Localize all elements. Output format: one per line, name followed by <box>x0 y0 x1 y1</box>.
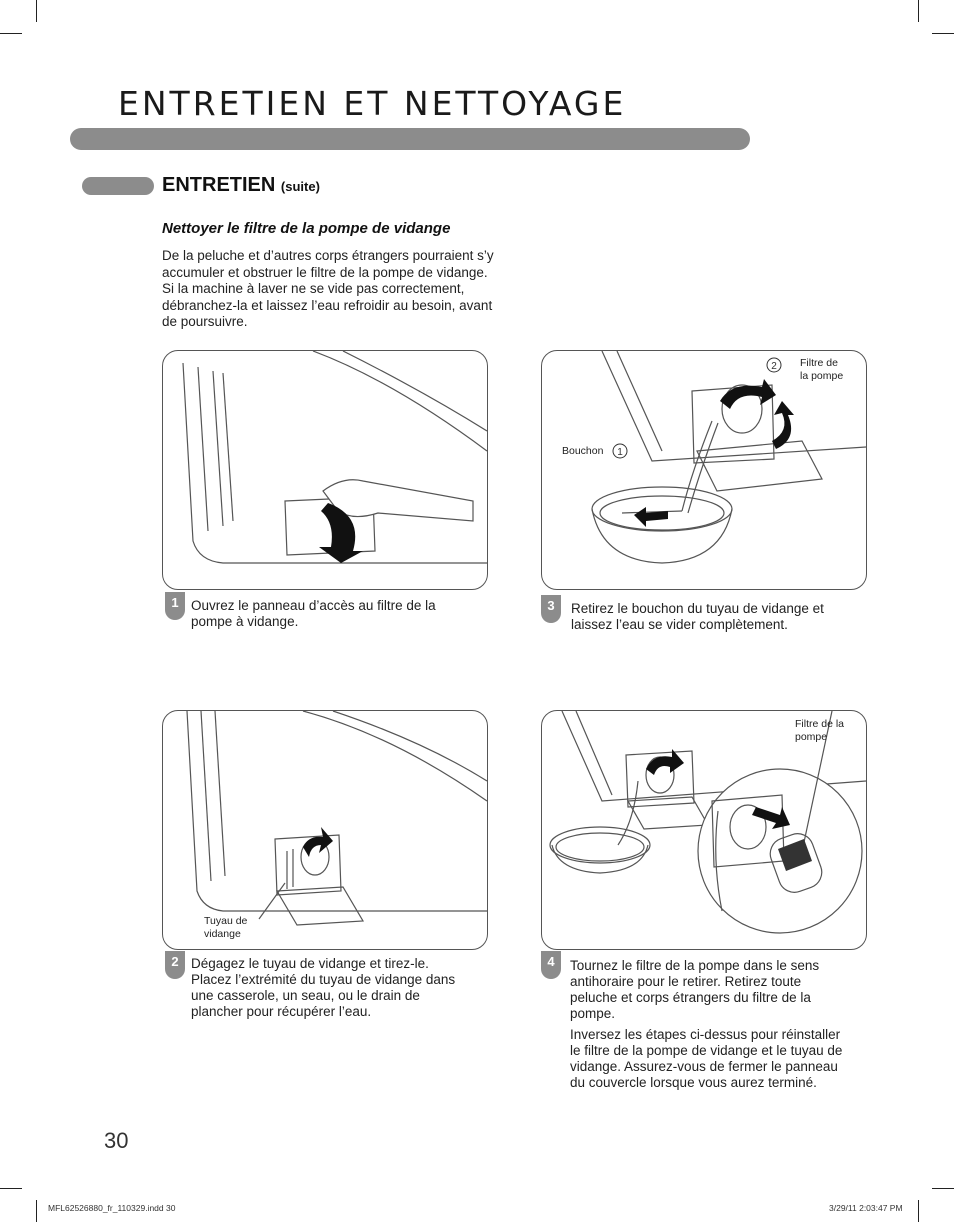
section-heading-main: ENTRETIEN <box>162 174 276 196</box>
crop-mark <box>918 0 919 22</box>
plug-marker: 1 <box>617 447 623 458</box>
step-3-text: Retirez le bouchon du tuyau de vidange et laissez l’eau se vider complètement. <box>571 601 824 632</box>
section-pill <box>82 177 154 195</box>
callout-drain-hose: Tuyau de vidange <box>204 915 248 940</box>
crop-mark <box>932 33 954 34</box>
subheading: Nettoyer le filtre de la pompe de vidange <box>162 220 451 237</box>
intro-paragraph: De la peluche et d’autres corps étrangers pourraient s’y accumuler et obstruer le filtre de la pompe de vidange. Si la machine à laver ne se vide pas correctement, débranchez-la et laissez l’eau refroidir au besoin, avant de poursuivre. <box>162 248 494 329</box>
crop-mark <box>36 0 37 22</box>
crop-mark <box>918 1200 919 1222</box>
callout-pump-filter: Filtre de la pompe <box>800 357 844 382</box>
step-2-text: Dégagez le tuyau de vidange et tirez-le. Placez l’extrémité du tuyau de vidange dans une casserole, un seau, ou le drain de plancher pour récupérer l’eau. <box>191 956 456 1019</box>
callout-pump-filter-4: Filtre de la pompe <box>795 718 845 743</box>
step-4-illustration <box>541 710 867 950</box>
title-bar <box>70 128 750 150</box>
step-2-illustration <box>162 710 488 950</box>
step-1-text: Ouvrez le panneau d’accès au filtre de la pompe à vidange. <box>191 598 436 629</box>
section-heading-suffix: (suite) <box>280 179 320 194</box>
page-title: ENTRETIEN ET NETTOYAGE <box>118 84 627 123</box>
page-number: 30 <box>104 1128 129 1153</box>
crop-mark <box>0 1188 22 1189</box>
section-heading <box>162 174 320 197</box>
footer-timestamp: 3/29/11 2:03:47 PM <box>829 1203 903 1213</box>
crop-mark <box>932 1188 954 1189</box>
step-2-number: 2 <box>165 951 185 979</box>
step-4-text: Tournez le filtre de la pompe dans le sens antihoraire pour le retirer. Retirez toute peluche et corps étrangers du filtre de la pompe. <box>570 958 820 1021</box>
filter-marker: 2 <box>771 361 777 372</box>
step-1-illustration <box>162 350 488 590</box>
step-3-number: 3 <box>541 595 561 623</box>
step-4-text-2: Inversez les étapes ci-dessus pour réinstaller le filtre de la pompe de vidange et le tuyau de vidange. Assurez-vous de fermer le panneau du couvercle lorsque vous aurez terminé. <box>570 1027 843 1090</box>
crop-mark <box>0 33 22 34</box>
step-1-number: 1 <box>165 592 185 620</box>
crop-mark <box>36 1200 37 1222</box>
step-4-number: 4 <box>541 951 561 979</box>
footer-file: MFL62526880_fr_110329.indd 30 <box>48 1203 176 1213</box>
step-3-illustration <box>541 350 867 590</box>
callout-plug: Bouchon <box>562 445 604 457</box>
